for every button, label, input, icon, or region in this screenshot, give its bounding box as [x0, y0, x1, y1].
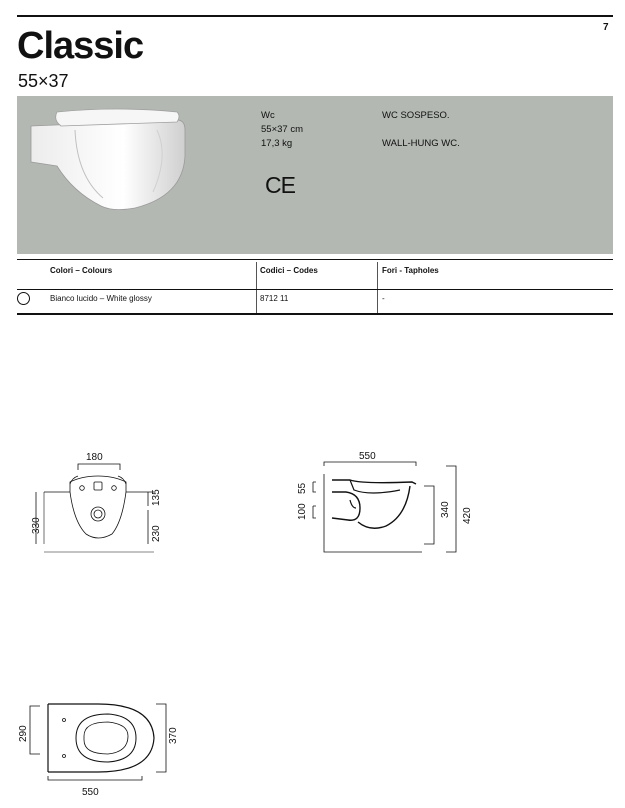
table-bottom-rule — [17, 313, 613, 315]
side-view-drawing — [290, 446, 480, 556]
dim-front-upper: 135 — [151, 489, 162, 506]
dim-front-total: 330 — [31, 517, 42, 534]
product-name: Wc — [261, 110, 275, 121]
dim-front-lower: 230 — [151, 525, 162, 542]
dim-side-bowl: 340 — [440, 501, 451, 518]
front-view-drawing — [22, 444, 172, 566]
page-title: Classic — [17, 25, 144, 67]
column-separator — [377, 262, 378, 314]
dim-front-width: 180 — [86, 452, 103, 463]
dim-side-outlet: 100 — [297, 503, 308, 520]
colour-swatch — [17, 292, 30, 305]
header-rule — [17, 15, 613, 17]
row-code: 8712 11 — [260, 294, 289, 303]
top-view-drawing — [12, 700, 192, 802]
header-codes: Codici – Codes — [260, 266, 318, 275]
description-en: WALL-HUNG WC. — [382, 138, 460, 149]
header-colours: Colori – Colours — [50, 266, 113, 275]
dim-top-inner: 290 — [18, 725, 29, 742]
ce-mark-icon: CE — [265, 172, 295, 198]
page-subtitle: 55×37 — [18, 71, 69, 91]
row-tapholes: - — [382, 294, 385, 303]
product-weight: 17,3 kg — [261, 138, 293, 149]
product-photo — [17, 96, 217, 254]
dim-side-inlet: 55 — [297, 482, 308, 494]
dim-top-width: 550 — [82, 787, 99, 798]
header-tapholes: Fori - Tapholes — [382, 266, 439, 275]
description-it: WC SOSPESO. — [382, 110, 450, 121]
table-top-rule — [17, 259, 613, 260]
table-header-rule — [17, 289, 613, 290]
product-size: 55×37 cm — [261, 124, 303, 135]
dim-top-depth: 370 — [168, 727, 179, 744]
page-number: 7 — [603, 22, 609, 33]
row-colour: Bianco lucido – White glossy — [50, 294, 152, 303]
column-separator — [256, 262, 257, 314]
dim-side-total: 420 — [462, 507, 473, 524]
dim-side-width: 550 — [359, 451, 376, 462]
product-hero — [17, 96, 613, 254]
